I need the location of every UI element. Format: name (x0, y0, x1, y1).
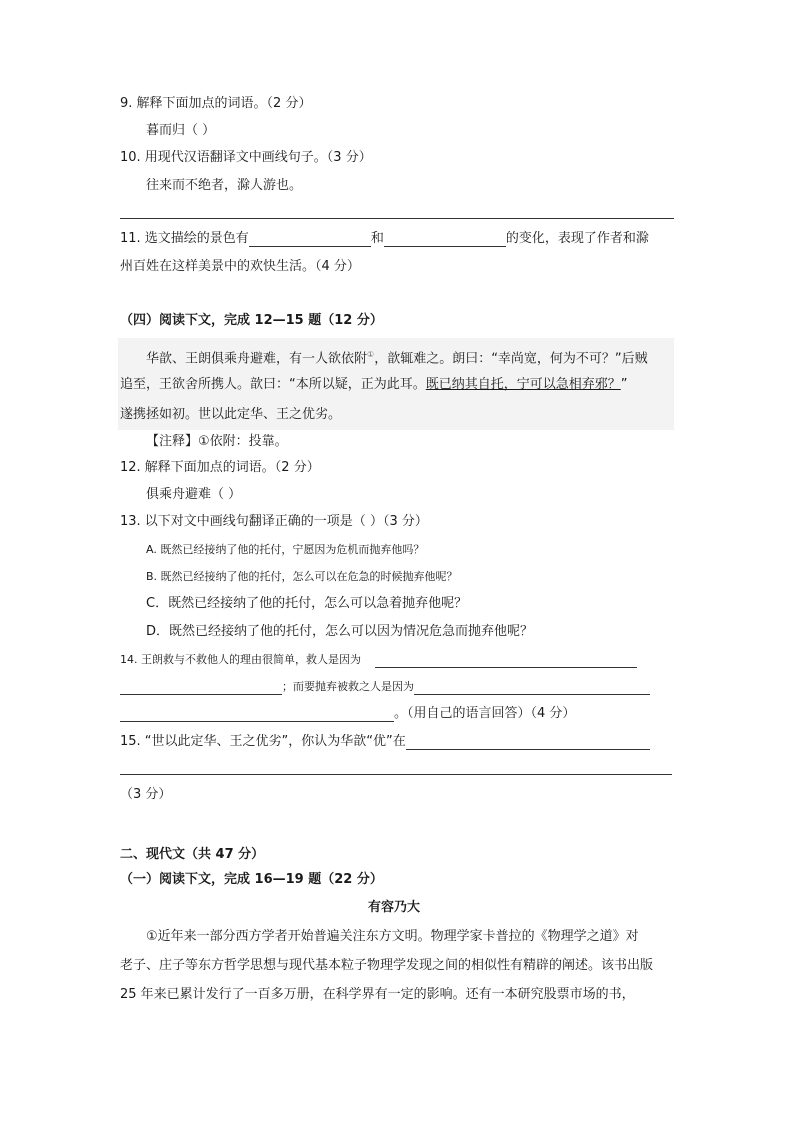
q15-answer-line[interactable] (120, 774, 672, 775)
passage-note: 【注释】①依附：投靠。 (146, 434, 288, 449)
q14-line1: 14. 王朗救与不救他人的理由很简单，救人是因为 (120, 652, 637, 668)
q14-blank-4[interactable] (120, 707, 394, 722)
q12-text: 12. 解释下面加点的词语。（2 分） (120, 460, 320, 475)
article-title: 有容乃大 (368, 900, 421, 915)
q10-sub: 往来而不绝者，滁人游也。 (146, 178, 303, 193)
q14-blank-1[interactable] (375, 653, 637, 668)
article-line3: 25 年来已累计发行了一百多万册，在科学界有一定的影响。还有一本研究股票市场的书， (120, 987, 635, 1002)
q13-option-d[interactable]: D．既然已经接纳了他的托付，怎么可以因为情况危急而抛弃他呢？ (146, 624, 534, 639)
part2-title: 二、现代文（共 47 分） (120, 847, 265, 862)
q13-option-c[interactable]: C．既然已经接纳了他的托付，怎么可以急着抛弃他呢？ (146, 596, 468, 611)
passage-line1: 华歆、王朗俱乘舟避难，有一人欲依附①，歆辄难之。朗曰：“幸尚宽，何为不可？”后贼 (146, 350, 648, 367)
passage-line3: 遂携拯如初。世以此定华、王之优劣。 (120, 407, 342, 422)
q10-answer-line[interactable] (120, 218, 674, 219)
q15-blank-1[interactable] (406, 735, 650, 750)
q14-blank-3[interactable] (414, 680, 650, 695)
q13-option-a[interactable]: A. 既然已经接纳了他的托付，宁愿因为危机而抛弃他吗？ (146, 543, 425, 556)
passage-line2: 追至，王欲舍所携人。歆曰：“本所以疑，正为此耳。既已纳其自托，宁可以急相弃邪？” (120, 377, 628, 392)
q11-line2: 州百姓在这样美景中的欢快生活。（4 分） (120, 259, 360, 274)
q15-score: （3 分） (120, 787, 172, 802)
article-line1: ①近年来一部分西方学者开始普遍关注东方文明。物理学家卡普拉的《物理学之道》对 (146, 929, 639, 944)
q14-blank-2[interactable] (120, 680, 282, 695)
section4-title: （四）阅读下文，完成 12—15 题（12 分） (120, 313, 383, 328)
q11-line1: 11. 选文描绘的景色有 和 的变化，表现了作者和滁 (120, 231, 649, 246)
q13-option-b[interactable]: B. 既然已经接纳了他的托付，怎么可以在危急的时候抛弃他呢？ (146, 570, 458, 583)
q12-sub: 俱乘舟避难（ ） (146, 487, 242, 502)
q10-text: 10. 用现代汉语翻译文中画线句子。（3 分） (120, 150, 372, 165)
q9-sub: 暮而归（ ） (146, 123, 216, 138)
q9-text: 9. 解释下面加点的词语。（2 分） (120, 96, 312, 111)
q14-line2: ；而要抛弃被救之人是因为 (120, 679, 650, 695)
q13-text: 13. 以下对文中画线句翻译正确的一项是（ ）（3 分） (120, 514, 428, 529)
q14-line3: 。（用自己的语言回答）（4 分） (120, 706, 575, 722)
q11-blank-2[interactable] (384, 232, 506, 247)
q15-line1: 15. “世以此定华、王之优劣”，你认为华歆“优”在 (120, 734, 650, 750)
article-line2: 老子、庄子等东方哲学思想与现代基本粒子物理学发现之间的相似性有精辟的阐述。该书出版 (120, 958, 654, 973)
part2-subtitle: （一）阅读下文，完成 16—19 题（22 分） (120, 872, 383, 887)
q11-blank-1[interactable] (249, 232, 371, 247)
